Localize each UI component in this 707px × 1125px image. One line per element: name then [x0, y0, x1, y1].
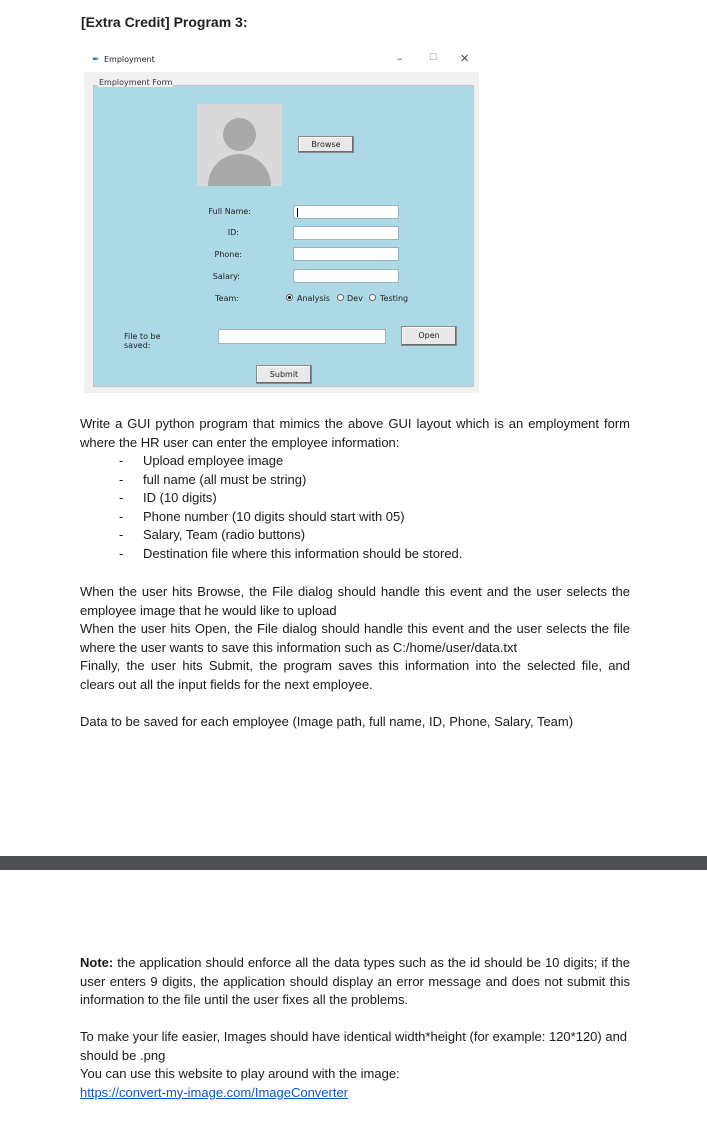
radio-dev-label: Dev	[347, 294, 363, 303]
salary-label: Salary:	[212, 272, 240, 281]
bullet-item: - Destination file where this information should be stored.	[119, 545, 463, 561]
radio-analysis[interactable]	[286, 294, 293, 301]
radio-dev[interactable]	[337, 294, 344, 301]
bullet-item: - Phone number (10 digits should start with 05)	[119, 508, 405, 524]
salary-input[interactable]	[293, 269, 399, 283]
tips-paragraph	[80, 1028, 630, 1102]
note-paragraph	[80, 954, 630, 1010]
tip-line: To make your life easier, Images should have identical width*height (for example: 120*120) and should be .png	[80, 1029, 628, 1063]
page-heading: [Extra Credit] Program 3:	[81, 14, 248, 30]
id-label: ID:	[227, 228, 239, 237]
data-saved-paragraph: Data to be saved for each employee (Image path, full name, ID, Phone, Salary, Team)	[80, 714, 574, 729]
note-label: Note:	[80, 955, 114, 970]
window-title-bar	[84, 47, 479, 72]
phone-input[interactable]	[293, 247, 399, 261]
submit-button[interactable]: Submit	[256, 365, 312, 384]
team-label: Team:	[215, 294, 239, 303]
close-icon[interactable]: ✕	[460, 52, 470, 65]
maximize-icon[interactable]: ☐	[429, 53, 438, 63]
open-paragraph: When the user hits Open, the File dialog should handle this event and the user selects the file where the user wants to save this information such as C:/home/user/data.txt	[80, 621, 630, 655]
employment-window	[84, 47, 479, 393]
radio-analysis-label: Analysis	[297, 294, 330, 303]
fullname-input[interactable]	[293, 205, 399, 219]
intro-paragraph: Write a GUI python program that mimics the above GUI layout which is an employment form where the HR user can enter the employee information:	[80, 416, 630, 450]
submit-paragraph: Finally, the user hits Submit, the program saves this information into the selected file, and clears out all the input fields for the next employee.	[80, 658, 630, 692]
text-cursor	[297, 208, 298, 217]
open-button[interactable]: Open	[401, 326, 457, 346]
fullname-label: Full Name:	[208, 207, 251, 216]
file-label: File to be saved:	[124, 332, 161, 350]
frame-label: Employment Form	[99, 78, 173, 87]
bullet-item: - Upload employee image	[119, 453, 284, 468]
radio-testing-label: Testing	[380, 294, 409, 303]
minimize-icon[interactable]: –	[397, 52, 403, 65]
tip-line: You can use this website to play around with the image:	[80, 1066, 400, 1081]
bullet-list	[119, 452, 462, 563]
note-text: the application should enforce all the data types such as the id should be 10 digits; if the user enters 9 digits, the application should display an error message and does not submit this information to the file until the user fixes all the problems.	[80, 955, 630, 1007]
phone-label: Phone:	[214, 250, 242, 259]
avatar-head-icon	[223, 118, 256, 151]
feather-icon: ✒	[92, 54, 100, 64]
bullet-item: - ID (10 digits)	[119, 490, 217, 505]
radio-testing[interactable]	[369, 294, 376, 301]
bullet-item: - full name (all must be string)	[119, 471, 307, 487]
bullet-item: - Salary, Team (radio buttons)	[119, 527, 306, 542]
avatar-body-icon	[208, 154, 271, 186]
converter-link[interactable]: https://convert-my-image.com/ImageConverter	[80, 1084, 349, 1100]
file-path-input[interactable]	[218, 329, 386, 344]
page-divider	[0, 856, 707, 870]
browse-button[interactable]: Browse	[298, 136, 354, 153]
id-input[interactable]	[293, 226, 399, 240]
browse-paragraph: When the user hits Browse, the File dialog should handle this event and the user selects the employee image that he would like to upload	[80, 584, 630, 618]
employee-image-placeholder	[197, 104, 282, 186]
window-title: Employment	[104, 55, 155, 64]
